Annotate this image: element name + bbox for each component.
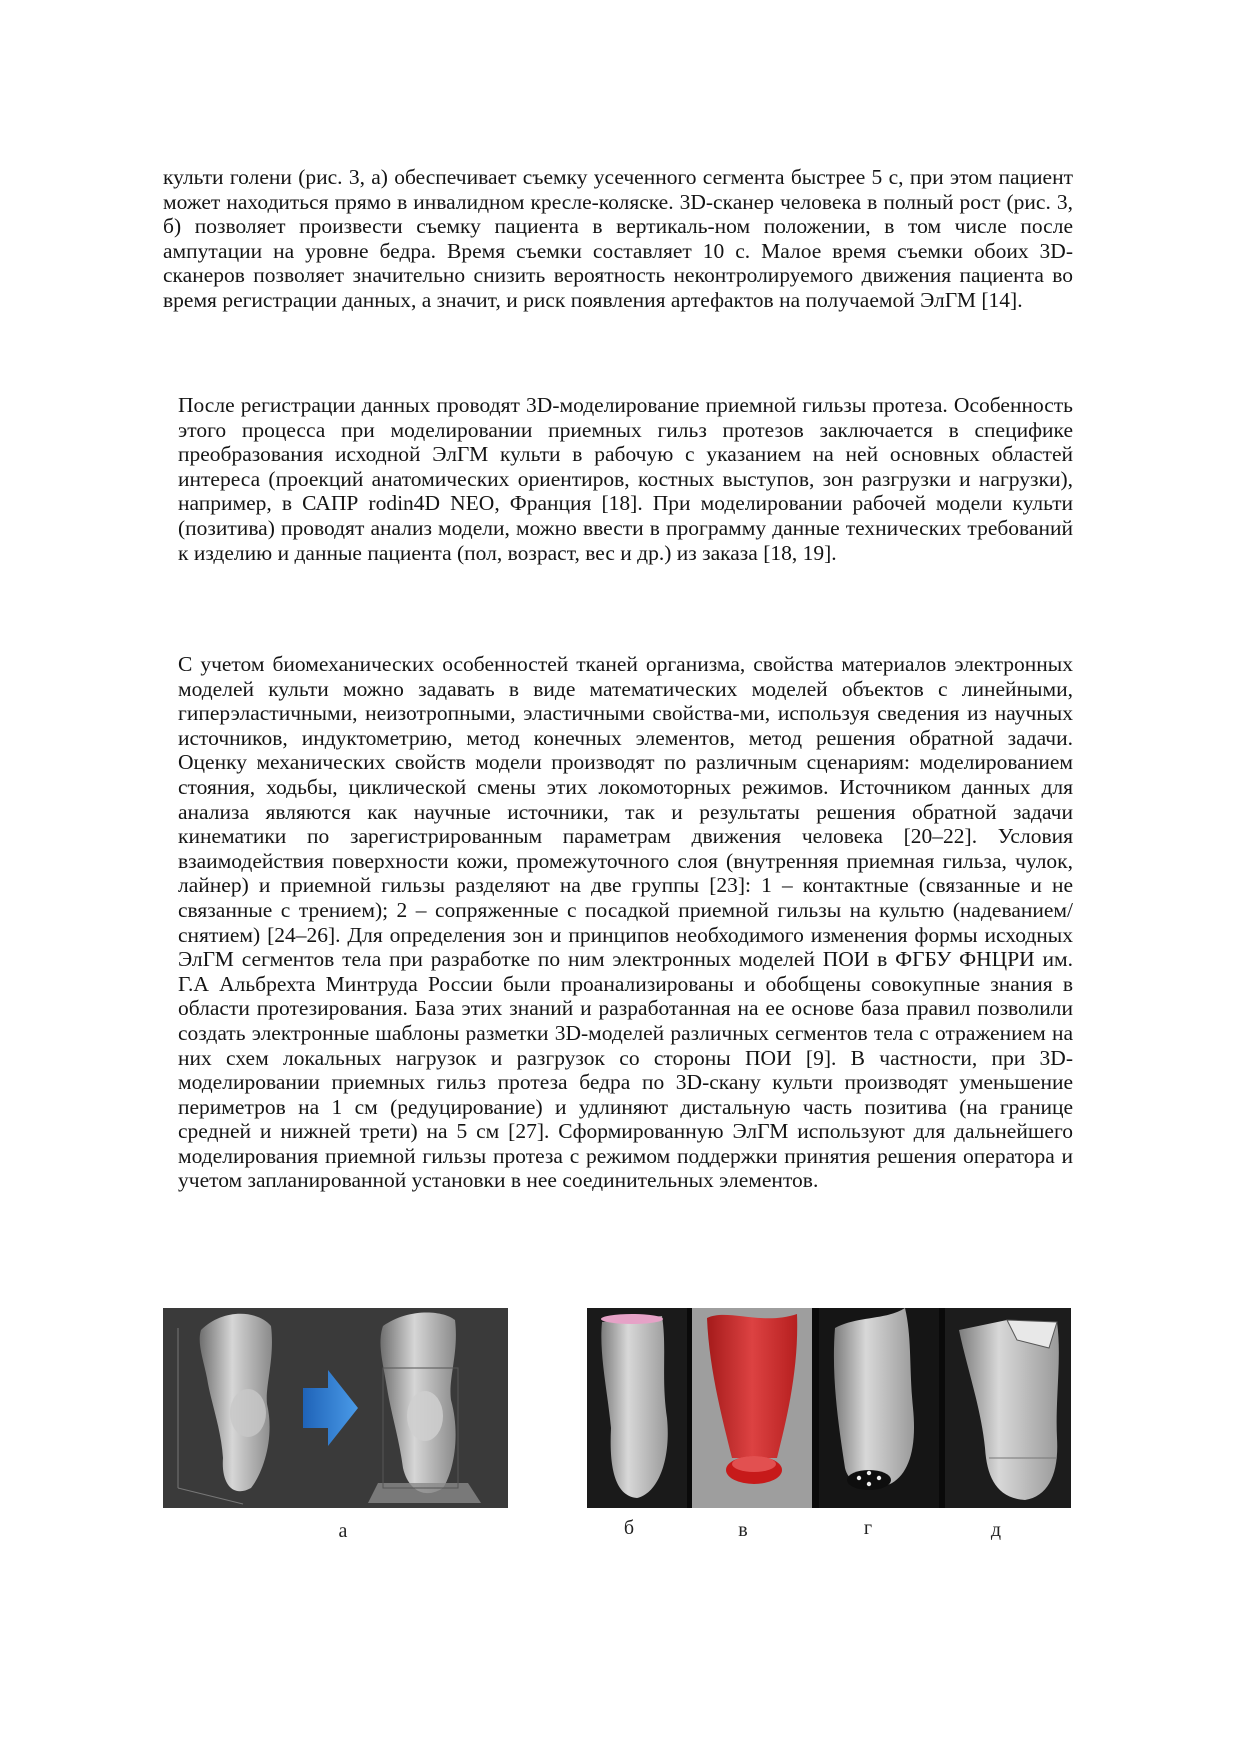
paragraph-2: После регистрации данных проводят 3D-моделирование приемной гильзы протеза. Особенность этого процесса при моделировании приемных гильз протезов заключается в специфике преобразования исходной ЭлГМ культи в рабочую с указанием на ней основных областей интереса (проекций анатомических ориентиров, костных выступов, зон разгрузки и нагрузки), например, в САПР rodin4D NEO, Франция [18]. При моделировании рабочей модели культи (позитива) проводят анализ модели, можно ввести в программу данные технических требований к изделию и данные пациента (пол, возраст, вес и др.) из заказа [18, 19]. (178, 393, 1073, 565)
panel-g-socket-model (819, 1308, 939, 1508)
paragraph-3: С учетом биомеханических особенностей тканей организма, свойства материалов электронных моделей культи можно задавать в виде математических моделей объектов с линейными, гиперэластичными, неизотропными, эластичными свойства-ми, используя сведения из научных источников, индуктометрию, метод конечных элементов, метод решения обратной задачи. Оценку механических свойств модели производят по различным сценариям: моделированием стояния, ходьбы, циклической смены этих локомоторных режимов. Источником данных для анализа являются как научные источники, так и результаты решения обратной задачи кинематики по зарегистрированным параметрам движения человека [20–22]. Условия взаимодействия поверхности кожи, промежуточного слоя (внутренняя приемная гильза, чулок, лайнер) и приемной гильзы разделяют на две группы [23]: 1 – контактные (связанные и не связанные с трением); 2 – сопряженные с посадкой приемной гильзы на культю (надеванием/снятием) [24–26]. Для определения зон и принципов необходимого изменения формы исходных ЭлГМ сегментов тела при разработке по ним электронных моделей ПОИ в ФГБУ ФНЦРИ им. Г.А Альбрехта Минтруда России были проанализированы и обобщены совокупные знания в области протезирования. База этих знаний и разработанная на ее основе база правил позволили создать электронные шаблоны разметки 3D-моделей различных сегментов тела с отражением на них схем локальных нагрузок и разгрузок со стороны ПОИ [9]. В частности, при 3D-моделировании приемных гильз протеза бедра по 3D-скану культи производят уменьшение периметров на 1 см (редуцирование) и удлиняют дистальную часть позитива (на границе средней и нижней трети) на 5 см [27]. Сформированную ЭлГМ используют для дальнейшего моделирования приемной гильзы протеза с режимом поддержки принятия решения оператора и учетом запланированной установки в нее соединительных элементов. (178, 652, 1073, 1193)
figure-label-b: б (623, 1517, 635, 1539)
panel-d-socket-trimmed (945, 1308, 1071, 1508)
figure-label-a: а (338, 1520, 348, 1542)
figure-b-socket-models (587, 1308, 1071, 1508)
figure-label-v: в (738, 1519, 748, 1541)
panel-b-stump-scan (587, 1308, 687, 1508)
figure-a-stump-models (163, 1308, 508, 1508)
paragraph-1: культи голени (рис. 3, а) обеспечивает съемку усеченного сегмента быстрее 5 с, при этом пациент может находиться прямо в инвалидном кресле-коляске. 3D-сканер человека в полный рост (рис. 3, б) позволяет произвести съемку пациента в вертикаль-ном положении, в том числе после ампутации на уровне бедра. Время съемки составляет 10 с. Малое время съемки обоих 3D-сканеров позволяет значительно снизить вероятность неконтролируемого движения пациента во время регистрации данных, а значит, и риск появления артефактов на получаемой ЭлГМ [14]. (163, 165, 1073, 312)
figure-label-g: г (863, 1517, 873, 1539)
panel-v-red-socket (692, 1308, 812, 1508)
figure-label-d: д (990, 1519, 1002, 1541)
